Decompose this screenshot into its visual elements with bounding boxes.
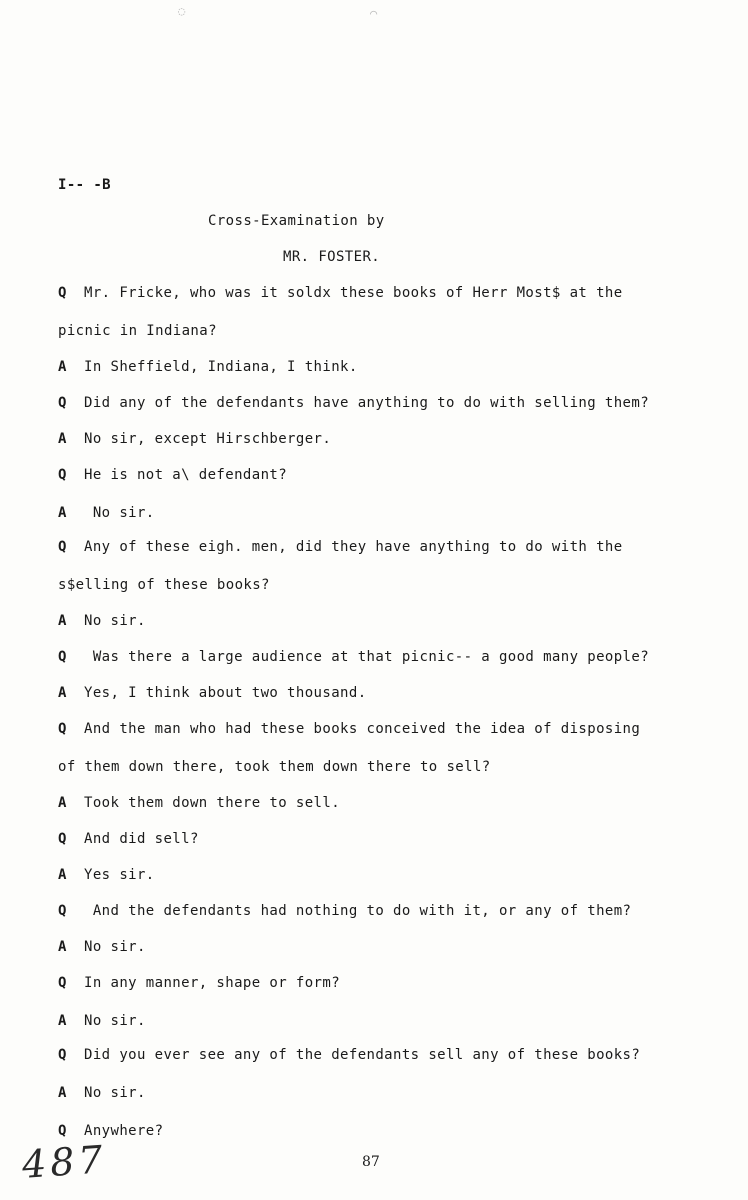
answer-label: A xyxy=(58,1085,67,1101)
question-label: Q xyxy=(58,1123,67,1139)
punch-mark: ◌ xyxy=(178,4,186,18)
transcript-line xyxy=(58,504,155,522)
transcript-text: No sir. xyxy=(84,1085,146,1101)
transcript-text: Did any of the defendants have anything to do with selling them? xyxy=(84,395,650,411)
transcript-line xyxy=(58,938,146,956)
question-label: Q xyxy=(58,975,67,991)
transcript-text: No sir. xyxy=(84,613,146,629)
examiner-name: MR. FOSTER. xyxy=(283,249,381,265)
question-label: Q xyxy=(58,539,67,555)
transcript-text: Was there a large audience at that picnic-- a good many people? xyxy=(84,649,650,665)
transcript-text: No sir. xyxy=(84,1013,146,1029)
transcript-line xyxy=(58,902,631,920)
transcript-text: Took them down there to sell. xyxy=(84,795,341,811)
examination-heading: Cross-Examination by xyxy=(208,213,385,229)
transcript-text: No sir. xyxy=(84,505,155,521)
transcript-text: And did sell? xyxy=(84,831,199,847)
transcript-text: He is not a\ defendant? xyxy=(84,467,288,483)
transcript-text: And the man who had these books conceived the idea of disposing xyxy=(84,721,641,737)
section-id: I-- -B xyxy=(58,177,111,193)
transcript-line xyxy=(58,1084,146,1102)
transcript-line xyxy=(58,758,491,776)
transcript-text: Anywhere? xyxy=(84,1123,164,1139)
transcript-text: Mr. Fricke, who was it soldx these books of Herr Most$ at the xyxy=(84,285,623,301)
transcript-text: And the defendants had nothing to do with it, or any of them? xyxy=(84,903,632,919)
answer-label: A xyxy=(58,795,67,811)
question-label: Q xyxy=(58,467,67,483)
transcript-line xyxy=(58,284,623,302)
transcript-line xyxy=(58,1012,146,1030)
transcript-line xyxy=(58,576,270,594)
transcript-text: In any manner, shape or form? xyxy=(84,975,341,991)
question-label: Q xyxy=(58,721,67,737)
transcript-text: picnic in Indiana? xyxy=(58,323,217,339)
transcript-line xyxy=(58,466,287,484)
transcript-line xyxy=(58,1122,163,1140)
answer-label: A xyxy=(58,867,67,883)
transcript-line xyxy=(58,866,155,884)
transcript-line xyxy=(58,612,146,630)
transcript-text: In Sheffield, Indiana, I think. xyxy=(84,359,358,375)
transcript-line xyxy=(58,720,640,738)
transcript-line xyxy=(58,394,649,412)
transcript-line xyxy=(58,794,340,812)
transcript-text: Any of these eigh. men, did they have anything to do with the xyxy=(84,539,623,555)
transcript-text: s$elling of these books? xyxy=(58,577,270,593)
question-label: Q xyxy=(58,649,67,665)
transcript-line xyxy=(58,684,367,702)
answer-label: A xyxy=(58,1013,67,1029)
answer-label: A xyxy=(58,359,67,375)
question-label: Q xyxy=(58,1047,67,1063)
answer-label: A xyxy=(58,431,67,447)
transcript-text: No sir. xyxy=(84,939,146,955)
handwritten-page-number: 487 xyxy=(20,1137,108,1187)
transcript-text: No sir, except Hirschberger. xyxy=(84,431,332,447)
question-label: Q xyxy=(58,395,67,411)
transcript-line xyxy=(58,322,217,340)
answer-label: A xyxy=(58,613,67,629)
transcript-text: Did you ever see any of the defendants sell any of these books? xyxy=(84,1047,641,1063)
transcript-text: Yes sir. xyxy=(84,867,155,883)
answer-label: A xyxy=(58,939,67,955)
transcript-line xyxy=(58,538,623,556)
question-label: Q xyxy=(58,831,67,847)
transcript-line xyxy=(58,358,358,376)
transcript-line xyxy=(58,648,649,666)
page-number: 87 xyxy=(362,1154,380,1170)
question-label: Q xyxy=(58,285,67,301)
transcript-line xyxy=(58,1046,640,1064)
transcript-text: of them down there, took them down there to sell? xyxy=(58,759,491,775)
answer-label: A xyxy=(58,505,67,521)
transcript-line xyxy=(58,974,340,992)
transcript-line xyxy=(58,830,199,848)
answer-label: A xyxy=(58,685,67,701)
transcript-text: Yes, I think about two thousand. xyxy=(84,685,367,701)
transcript-line xyxy=(58,430,331,448)
question-label: Q xyxy=(58,903,67,919)
punch-mark: ⌒ xyxy=(370,6,378,20)
